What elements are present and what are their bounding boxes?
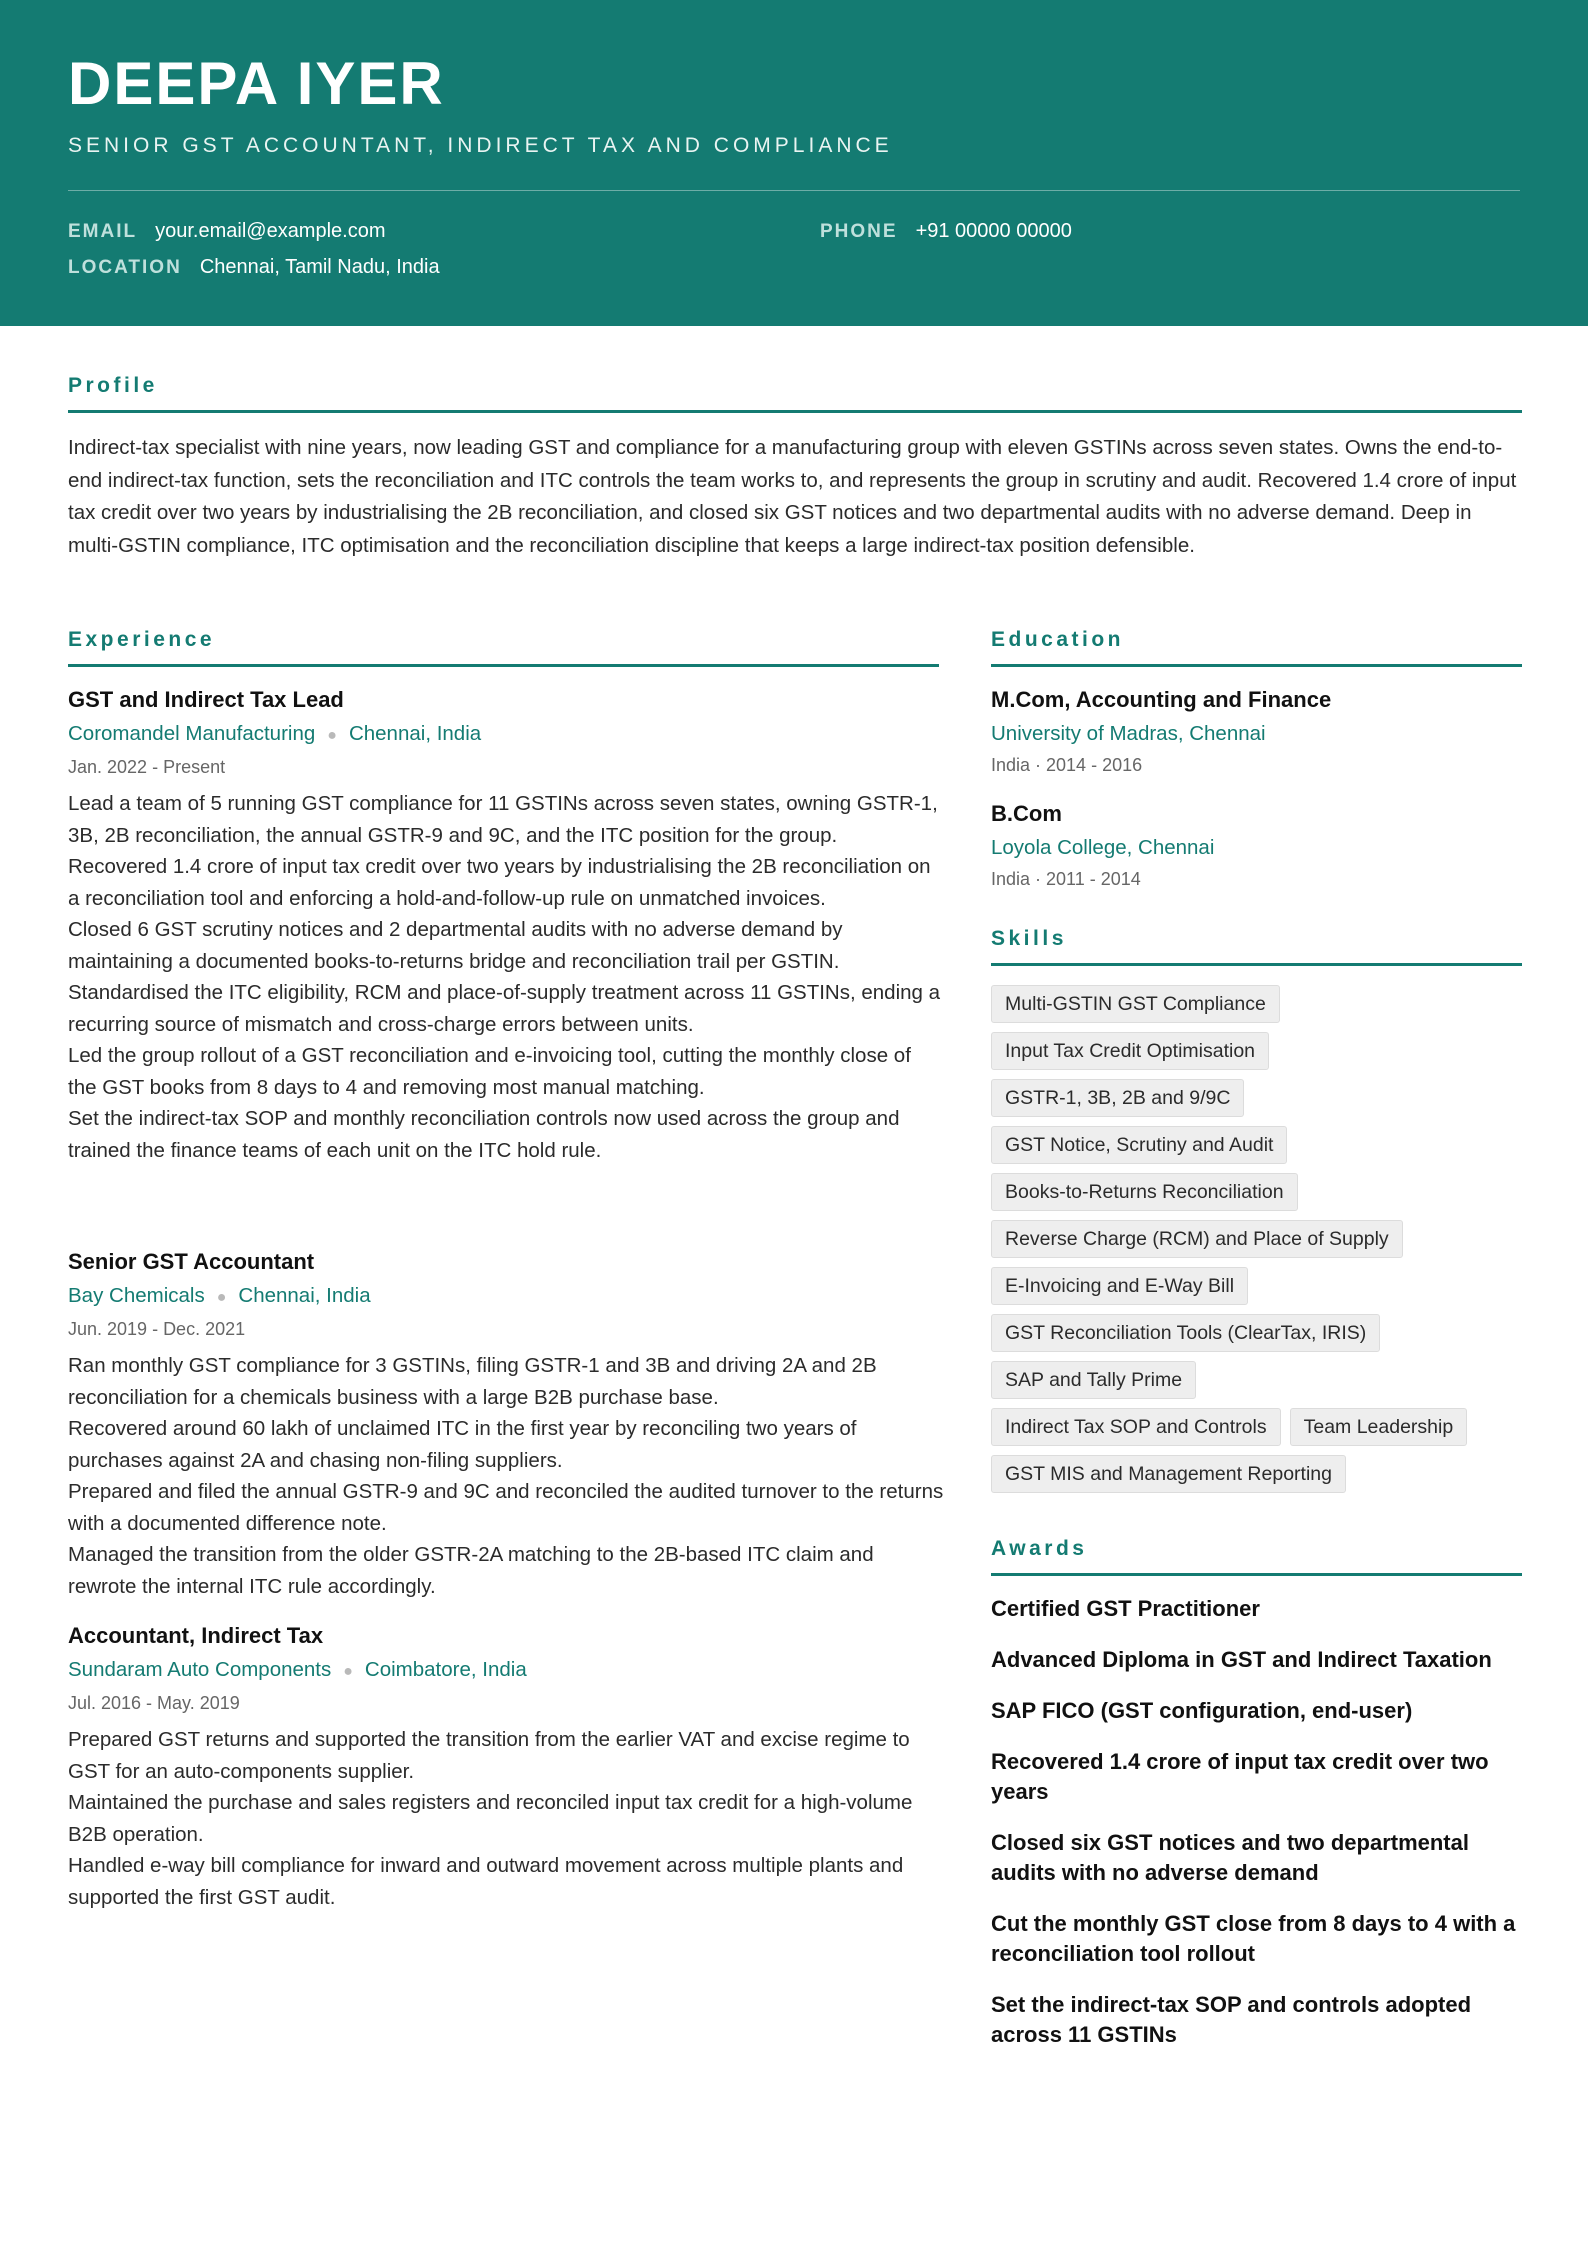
location-label: LOCATION: [68, 257, 182, 278]
job-dates: Jan. 2022 - Present: [68, 757, 226, 777]
award-item: Advanced Diploma in GST and Indirect Taxation: [991, 1647, 1492, 1672]
job-dates: Jul. 2016 - May. 2019: [68, 1693, 240, 1713]
candidate-name: DEEPA IYER: [68, 50, 445, 117]
job-bullets: [68, 1724, 944, 1913]
job-role: Accountant, Indirect Tax: [68, 1623, 324, 1648]
job-bullet: Standardised the ITC eligibility, RCM and place-of-supply treatment across 11 GSTINs, ending a recurring source of mismatch and cross-charge errors between units.: [68, 981, 941, 1036]
education-entry: [991, 686, 1521, 778]
skill-chip: Input Tax Credit Optimisation: [991, 1032, 1269, 1070]
skill-chip: E-Invoicing and E-Way Bill: [991, 1267, 1248, 1305]
profile-rule: [68, 410, 1522, 413]
skill-chip: GSTR-1, 3B, 2B and 9/9C: [991, 1079, 1244, 1117]
contact-location: [68, 254, 440, 281]
experience-rule: [68, 664, 939, 667]
education-school: University of Madras, Chennai: [991, 722, 1266, 745]
separator-dot: ●: [343, 1663, 353, 1680]
awards-list: [991, 1594, 1521, 2071]
separator-dot: ●: [327, 727, 337, 744]
job-bullets: [68, 788, 944, 1166]
job-role: Senior GST Accountant: [68, 1249, 315, 1274]
separator-dot: ●: [216, 1289, 227, 1306]
award-item: Set the indirect-tax SOP and controls adopted across 11 GSTINs: [991, 1992, 1472, 2047]
header-divider: [68, 190, 1520, 191]
job-bullet: Managed the transition from the older GSTR-2A matching to the 2B-based ITC claim and rewrote the internal ITC rule accordingly.: [68, 1543, 874, 1598]
location-value: Chennai, Tamil Nadu, India: [199, 256, 440, 278]
job-location: Chennai, India: [348, 722, 482, 745]
award-item: Cut the monthly GST close from 8 days to 4 with a reconciliation tool rollout: [991, 1911, 1516, 1966]
education-degree: B.Com: [991, 801, 1062, 826]
skill-chip: SAP and Tally Prime: [991, 1361, 1196, 1399]
education-meta: India · 2014 - 2016: [991, 755, 1143, 775]
contact-phone: [820, 218, 1072, 245]
skills-list: [991, 985, 1521, 1493]
profile-summary: Indirect-tax specialist with nine years, now leading GST and compliance for a manufacturing group with eleven GSTINs across seven states. Owns the end-to-end indirect-tax function, sets the reconciliation and ITC controls the team works to, and represents the group in scrutiny and audit. Recovered 1.4 crore of input tax credit over two years by industrialising the 2B reconciliation, and closed six GST notices and two departmental audits with no adverse demand. Deep in multi-GSTIN compliance, ITC optimisation and the reconciliation discipline that keeps a large indirect-tax position defensible.: [68, 436, 1517, 557]
job-bullet: Maintained the purchase and sales registers and reconciled input tax credit for a high-volume B2B operation.: [68, 1791, 913, 1846]
awards-heading: Awards: [991, 1537, 1088, 1560]
education-entry: [991, 800, 1521, 892]
skill-chip: Indirect Tax SOP and Controls: [991, 1408, 1281, 1446]
skills-heading: Skills: [991, 927, 1067, 950]
skill-chip: Reverse Charge (RCM) and Place of Supply: [991, 1220, 1403, 1258]
job-bullet: Lead a team of 5 running GST compliance for 11 GSTINs across seven states, owning GSTR-1, 3B, 2B reconciliation, the annual GSTR-9 and 9C, and the ITC position for the group.: [68, 792, 938, 847]
phone-value[interactable]: +91 00000 00000: [915, 220, 1072, 242]
job-company: Bay Chemicals: [68, 1284, 205, 1307]
skill-chip: Multi-GSTIN GST Compliance: [991, 985, 1280, 1023]
skill-chip: GST Reconciliation Tools (ClearTax, IRIS): [991, 1314, 1380, 1352]
job-bullet: Closed 6 GST scrutiny notices and 2 departmental audits with no adverse demand by maintaining a documented books-to-returns bridge and reconciliation trail per GSTIN.: [68, 918, 843, 973]
experience-heading: Experience: [68, 628, 216, 651]
email-value[interactable]: your.email@example.com: [155, 220, 386, 242]
education-meta: India · 2011 - 2014: [991, 869, 1141, 889]
job-entry: [68, 686, 944, 1166]
email-label: EMAIL: [68, 221, 138, 242]
job-org-line: [68, 718, 944, 752]
skill-chip: GST MIS and Management Reporting: [991, 1455, 1346, 1493]
skill-chip: Team Leadership: [1290, 1408, 1468, 1446]
award-item: Closed six GST notices and two departmental audits with no adverse demand: [991, 1830, 1469, 1885]
skills-rule: [991, 963, 1522, 966]
job-entry: [68, 1248, 944, 1602]
job-org-line: [68, 1280, 944, 1314]
awards-rule: [991, 1573, 1522, 1576]
job-role: GST and Indirect Tax Lead: [68, 687, 344, 712]
profile-heading: Profile: [68, 374, 158, 397]
job-company: Coromandel Manufacturing: [68, 722, 316, 745]
award-item: Certified GST Practitioner: [991, 1596, 1260, 1621]
job-bullet: Set the indirect-tax SOP and monthly reconciliation controls now used across the group and trained the finance teams of each unit on the ITC hold rule.: [68, 1107, 900, 1162]
contact-email: [68, 218, 386, 245]
job-bullet: Prepared GST returns and supported the transition from the earlier VAT and excise regime to GST for an auto-components supplier.: [68, 1728, 910, 1783]
job-bullet: Recovered 1.4 crore of input tax credit over two years by industrialising the 2B reconciliation on a reconciliation tool and enforcing a hold-and-follow-up rule on unmatched invoices.: [68, 855, 931, 910]
job-org-line: [68, 1654, 944, 1688]
job-location: Coimbatore, India: [364, 1658, 527, 1681]
job-bullet: Led the group rollout of a GST reconciliation and e-invoicing tool, cutting the monthly close of the GST books from 8 days to 4 and removing most manual matching.: [68, 1044, 911, 1099]
job-location: Chennai, India: [238, 1284, 371, 1307]
job-bullet: Ran monthly GST compliance for 3 GSTINs, filing GSTR-1 and 3B and driving 2A and 2B reconciliation for a chemicals business with a large B2B purchase base.: [68, 1354, 877, 1409]
education-heading: Education: [991, 628, 1125, 651]
candidate-title: SENIOR GST ACCOUNTANT, INDIRECT TAX AND COMPLIANCE: [68, 134, 893, 157]
phone-label: PHONE: [820, 221, 898, 242]
education-rule: [991, 664, 1522, 667]
skill-chip: GST Notice, Scrutiny and Audit: [991, 1126, 1287, 1164]
education-school: Loyola College, Chennai: [991, 836, 1215, 859]
job-bullet: Recovered around 60 lakh of unclaimed ITC in the first year by reconciling two years of purchases against 2A and chasing non-filing suppliers.: [68, 1417, 857, 1472]
award-item: Recovered 1.4 crore of input tax credit over two years: [991, 1749, 1489, 1804]
job-bullet: Handled e-way bill compliance for inward and outward movement across multiple plants and supported the first GST audit.: [68, 1854, 904, 1909]
job-bullets: [68, 1350, 944, 1602]
job-bullet: Prepared and filed the annual GSTR-9 and 9C and reconciled the audited turnover to the returns with a documented difference note.: [68, 1480, 944, 1535]
skill-chip: Books-to-Returns Reconciliation: [991, 1173, 1298, 1211]
education-degree: M.Com, Accounting and Finance: [991, 687, 1332, 712]
job-dates: Jun. 2019 - Dec. 2021: [68, 1319, 246, 1339]
resume-header: [0, 0, 1588, 326]
award-item: SAP FICO (GST configuration, end-user): [991, 1698, 1413, 1723]
job-company: Sundaram Auto Components: [68, 1658, 332, 1681]
job-entry: [68, 1622, 944, 1913]
